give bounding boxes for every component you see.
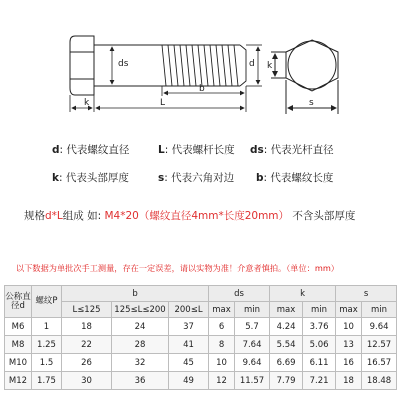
b-label: b [199,84,205,94]
table-cell: 3.76 [303,318,336,336]
table-cell: 10 [336,318,362,336]
table-cell: 41 [169,336,209,354]
table-cell: 22 [62,336,112,354]
table-cell: 13 [336,336,362,354]
col-s: s [336,286,397,302]
l-label: L [160,98,166,108]
table-cell: 26 [62,354,112,372]
table-cell: M8 [5,336,32,354]
bolt-head-end-view [271,40,338,114]
measurement-note: 以下数据为单批次手工测量，存在一定误差，请以实物为准！介意者慎拍。（单位：mm） [16,263,339,273]
table-cell: 16.57 [362,354,397,372]
table-cell: 7.21 [303,372,336,390]
subcol: L≤125 [62,302,112,318]
table-cell: 49 [169,372,209,390]
table-cell: 18.48 [362,372,397,390]
table-cell: 1.75 [32,372,62,390]
table-cell: 9.64 [362,318,397,336]
spec-description: 规格d*L组成 如: M4*20（螺纹直径4mm*长度20mm） 不含头部厚度 [24,210,356,222]
table-cell: 1.5 [32,354,62,372]
table-cell: 6.11 [303,354,336,372]
table-cell: 12.57 [362,336,397,354]
table-cell: M10 [5,354,32,372]
table-row [5,318,397,336]
table-cell: 6 [209,318,235,336]
d-label: d [249,59,255,69]
table-cell: 28 [112,336,169,354]
table-cell: 6.69 [270,354,303,372]
table-cell: 5.7 [235,318,270,336]
legend-item-s: s: 代表六角对边 [158,172,235,184]
subcol: max [270,302,303,318]
table-cell: 24 [112,318,169,336]
table-body [5,318,397,390]
table-cell: 45 [169,354,209,372]
bolt-drawing [0,0,400,122]
table-cell: 36 [112,372,169,390]
table-cell: 37 [169,318,209,336]
size-spec-table [4,285,397,390]
k-label: k [84,98,90,108]
l-dimension [70,86,246,112]
legend-item-b: b: 代表螺纹长度 [256,172,334,184]
table-cell: 10 [209,354,235,372]
table-cell: 12 [209,372,235,390]
table-cell: 30 [62,372,112,390]
subcol: min [235,302,270,318]
legend-item-k: k: 代表头部厚度 [52,172,129,184]
table-cell: 16 [336,354,362,372]
col-nominal-diameter: 公称直径d [5,286,32,318]
legend-item-l: L: 代表螺杆长度 [158,144,235,156]
table-cell: 18 [336,372,362,390]
subcol: 200≤L [169,302,209,318]
table-cell: 7.64 [235,336,270,354]
col-pitch: 螺纹P [32,286,62,318]
table-cell: M6 [5,318,32,336]
table-cell: 4.24 [270,318,303,336]
table-cell: 11.57 [235,372,270,390]
table-row [5,354,397,372]
table-row [5,336,397,354]
legend-item-d: d: 代表螺纹直径 [52,144,130,156]
col-ds: ds [209,286,270,302]
subcol: 125≤L≤200 [112,302,169,318]
table-row [5,372,397,390]
spec-example: M4*20（螺纹直径4mm*长度20mm） [104,210,290,222]
subcol: min [303,302,336,318]
bolt-thread [162,45,246,86]
legend-item-ds: ds: 代表光杆直径 [250,144,334,156]
table-cell: M12 [5,372,32,390]
ds-label: ds [118,59,129,69]
spec-formula: d*L [45,210,63,222]
subcol: min [362,302,397,318]
end-view-k-label: k [267,61,273,71]
subcol: max [209,302,235,318]
table-cell: 5.54 [270,336,303,354]
table-cell: 18 [62,318,112,336]
subcol: max [336,302,362,318]
table-cell: 7.79 [270,372,303,390]
table-cell: 1 [32,318,62,336]
s-label: s [309,98,314,108]
bolt-head-side [70,36,94,95]
table-cell: 8 [209,336,235,354]
table-cell: 9.64 [235,354,270,372]
table-cell: 32 [112,354,169,372]
table-cell: 1.25 [32,336,62,354]
col-k: k [270,286,336,302]
table-cell: 5.06 [303,336,336,354]
col-b: b [62,286,209,302]
